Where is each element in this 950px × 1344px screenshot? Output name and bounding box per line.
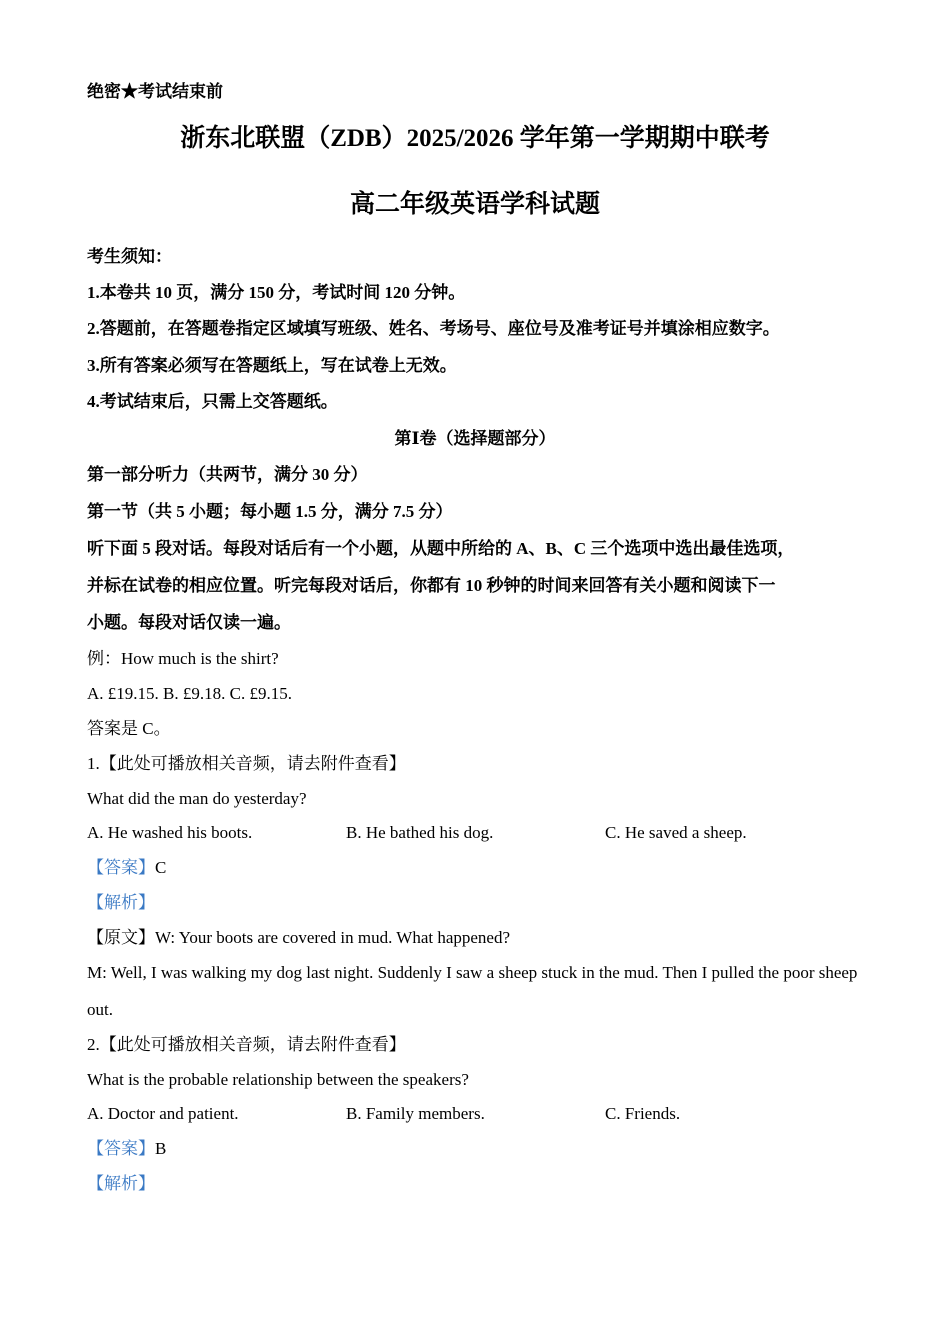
answer-tag: 【答案】	[87, 1139, 155, 1158]
question-header	[87, 1034, 406, 1056]
analysis-tag: 【解析】	[87, 893, 155, 912]
audio-note: 【此处可播放相关音频，请去附件查看】	[99, 754, 406, 773]
answer-line	[87, 857, 166, 879]
question-text: What is the probable relationship between the speakers?	[87, 1070, 469, 1089]
original-tag: 【原文】	[87, 928, 155, 947]
question-number: 1.	[87, 754, 100, 773]
original-text	[87, 927, 510, 949]
notice-item: 3.所有答案必须写在答题纸上，写在试卷上无效。	[87, 356, 457, 375]
notice-item: 2.答题前，在答题卷指定区域填写班级、姓名、考场号、座位号及准考证号并填涂相应数字。	[87, 319, 780, 338]
original-line: out.	[87, 1000, 113, 1019]
option-c: C. Friends.	[605, 1104, 681, 1123]
notice-item: 1.本卷共 10 页，满分 150 分，考试时间 120 分钟。	[87, 283, 466, 302]
option-a: A. He washed his boots.	[87, 823, 253, 842]
audio-note: 【此处可播放相关音频，请去附件查看】	[99, 1035, 406, 1054]
original-line: M: Well, I was walking my dog last night. Suddenly I saw a sheep stuck in the mud. Then I pulled the poor sheep	[87, 963, 858, 982]
part-heading: 第一部分听力（共两节，满分 30 分）	[87, 465, 368, 484]
section-heading: 第一节（共 5 小题；每小题 1.5 分，满分 7.5 分）	[87, 502, 453, 521]
question-header	[87, 753, 406, 775]
instruction-line: 并标在试卷的相应位置。听完每段对话后，你都有 10 秒钟的时间来回答有关小题和阅读下一	[87, 576, 776, 595]
answer-tag: 【答案】	[87, 858, 155, 877]
answer-line	[87, 1138, 166, 1160]
analysis-tag: 【解析】	[87, 1174, 155, 1193]
question-text: What did the man do yesterday?	[87, 789, 307, 808]
notice-heading: 考生须知：	[87, 247, 172, 266]
option-c: C. He saved a sheep.	[605, 823, 747, 842]
instruction-line: 小题。每段对话仅读一遍。	[87, 613, 291, 632]
example-options: A. £19.15. B. £9.18. C. £9.15.	[87, 684, 292, 703]
question-number: 2.	[87, 1035, 100, 1054]
original-line: W: Your boots are covered in mud. What happened?	[155, 928, 511, 947]
volume-heading: 第Ⅰ卷（选择题部分）	[394, 429, 556, 448]
example-answer: 答案是 C。	[87, 719, 171, 738]
exam-subtitle: 高二年级英语学科试题	[349, 191, 600, 218]
option-a: A. Doctor and patient.	[87, 1104, 239, 1123]
option-b: B. Family members.	[346, 1104, 485, 1123]
notice-item: 4.考试结束后，只需上交答题纸。	[87, 392, 338, 411]
exam-title: 浙东北联盟（ZDB）2025/2026 学年第一学期期中联考	[180, 125, 770, 152]
answer-value: B	[155, 1139, 167, 1158]
confidential-mark: 绝密★考试结束前	[87, 82, 223, 101]
instruction-line: 听下面 5 段对话。每段对话后有一个小题，从题中所给的 A、B、C 三个选项中选出最佳选项，	[87, 539, 795, 558]
answer-value: C	[155, 858, 167, 877]
example-question: 例：How much is the shirt?	[87, 649, 279, 668]
option-b: B. He bathed his dog.	[346, 823, 494, 842]
